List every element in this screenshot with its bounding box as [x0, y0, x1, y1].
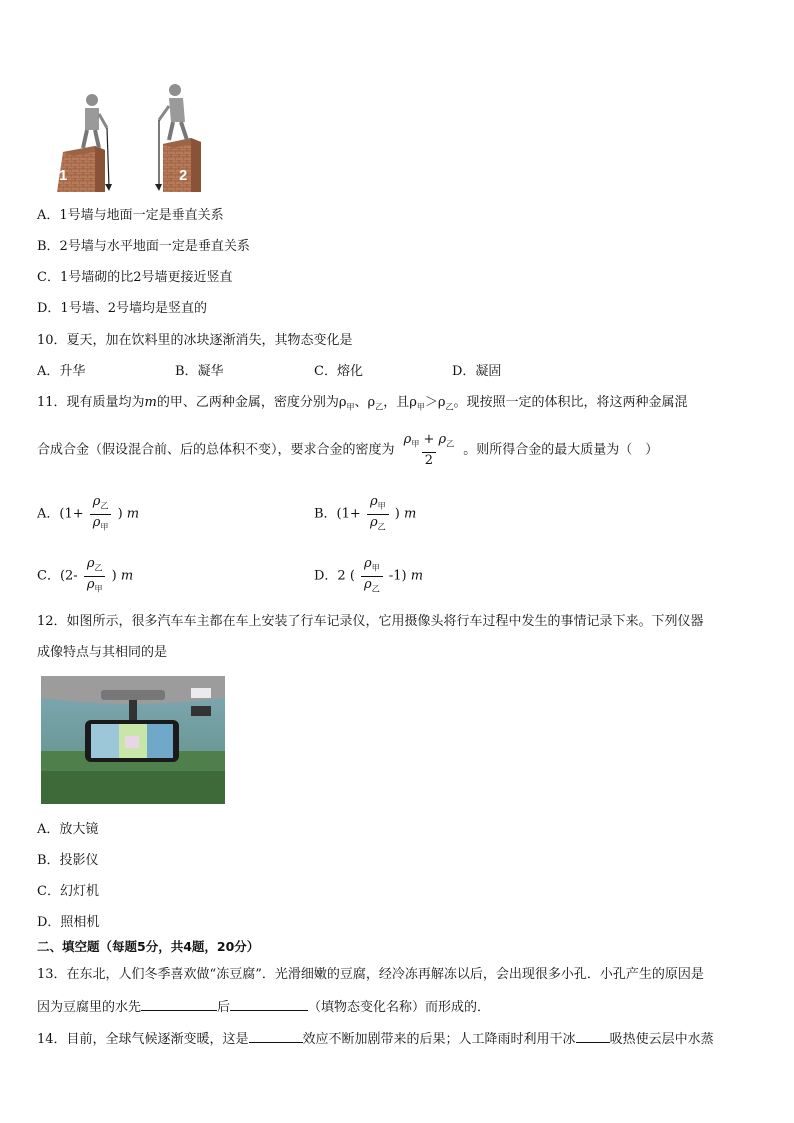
q10-option-c[interactable]: C．熔化	[314, 364, 363, 379]
dashcam-photo	[41, 676, 225, 804]
figure-label-1: 1	[59, 167, 68, 184]
q13-stem-line2: 因为豆腐里的水先 后 （填物态变化名称）而形成的．	[37, 996, 490, 1018]
q13-blank-1[interactable]	[141, 996, 217, 1011]
q9-option-c[interactable]: C．1号墙砌的比2号墙更接近竖直	[37, 270, 233, 285]
q9-option-b[interactable]: B．2号墙与水平地面一定是垂直关系	[37, 239, 250, 254]
q12-stem-line2: 成像特点与其相同的是	[37, 645, 168, 660]
q12-option-c[interactable]: C．幻灯机	[37, 884, 99, 899]
q9-option-d[interactable]: D．1号墙、2号墙均是竖直的	[37, 301, 207, 316]
q10-stem: 10．夏天，加在饮料里的冰块逐渐消失，其物态变化是	[37, 333, 353, 348]
wall-plumb-figure	[55, 82, 210, 194]
q11-option-a[interactable]: A．(1+ $\frac{\rho_乙}{\rho_甲}$ ) m	[37, 494, 139, 534]
q12-option-b[interactable]: B．投影仪	[37, 853, 99, 868]
q10-option-d[interactable]: D．凝固	[452, 364, 502, 379]
q9-option-a[interactable]: A．1号墙与地面一定是垂直关系	[37, 208, 224, 223]
figure-label-2: 2	[179, 167, 188, 184]
q11-option-c[interactable]: C．(2- $\frac{\rho_乙}{\rho_甲}$ ) m	[37, 556, 133, 596]
q12-option-a[interactable]: A．放大镜	[37, 822, 99, 837]
q13-stem-line1: 13．在东北，人们冬季喜欢做“冻豆腐”．光滑细嫩的豆腐，经冷冻再解冻以后，会出现很多小孔．小孔产生的原因是	[37, 967, 704, 982]
q12-option-d[interactable]: D．照相机	[37, 915, 100, 930]
q11-stem-line1: 11．现有质量均为m的甲、乙两种金属，密度分别为$\rho_甲$、$\rho_乙$，且$\rho_甲>\rho_乙$。现按照一定的体积比，将这两种金属混	[37, 395, 688, 412]
q11-option-b[interactable]: B．(1+ $\frac{\rho_甲}{\rho_乙}$ ) m	[314, 494, 416, 534]
q10-option-b[interactable]: B．凝华	[175, 364, 224, 379]
alloy-density-fraction: $\frac{\rho_甲 + \rho_乙}{2}$	[403, 432, 455, 468]
q10-option-a[interactable]: A．升华	[37, 364, 86, 379]
q12-stem-line1: 12．如图所示，很多汽车车主都在车上安装了行车记录仪，它用摄像头将行车过程中发生的事情记录下来。下列仪器	[37, 614, 704, 629]
q14-stem-line1: 14．目前，全球气候逐渐变暖，这是 效应不断加剧带来的后果；人工降雨时利用干冰 吸热使云层中水蒸	[37, 1028, 714, 1050]
q14-blank-1[interactable]	[249, 1028, 303, 1043]
q11-option-d[interactable]: D．2 ( $\frac{\rho_甲}{\rho_乙}$ -1) m	[314, 556, 423, 596]
q14-blank-2[interactable]	[576, 1028, 610, 1043]
q13-blank-2[interactable]	[230, 996, 308, 1011]
q11-stem-line2: 合成合金（假设混合前、后的总体积不变），要求合金的密度为 $\frac{\rho_甲 + \rho_乙}{2}$ 。则所得合金的最大质量为（ ）	[37, 432, 659, 468]
section-title-fill-in: 二、填空题（每题5分，共4题，20分）	[37, 939, 260, 954]
